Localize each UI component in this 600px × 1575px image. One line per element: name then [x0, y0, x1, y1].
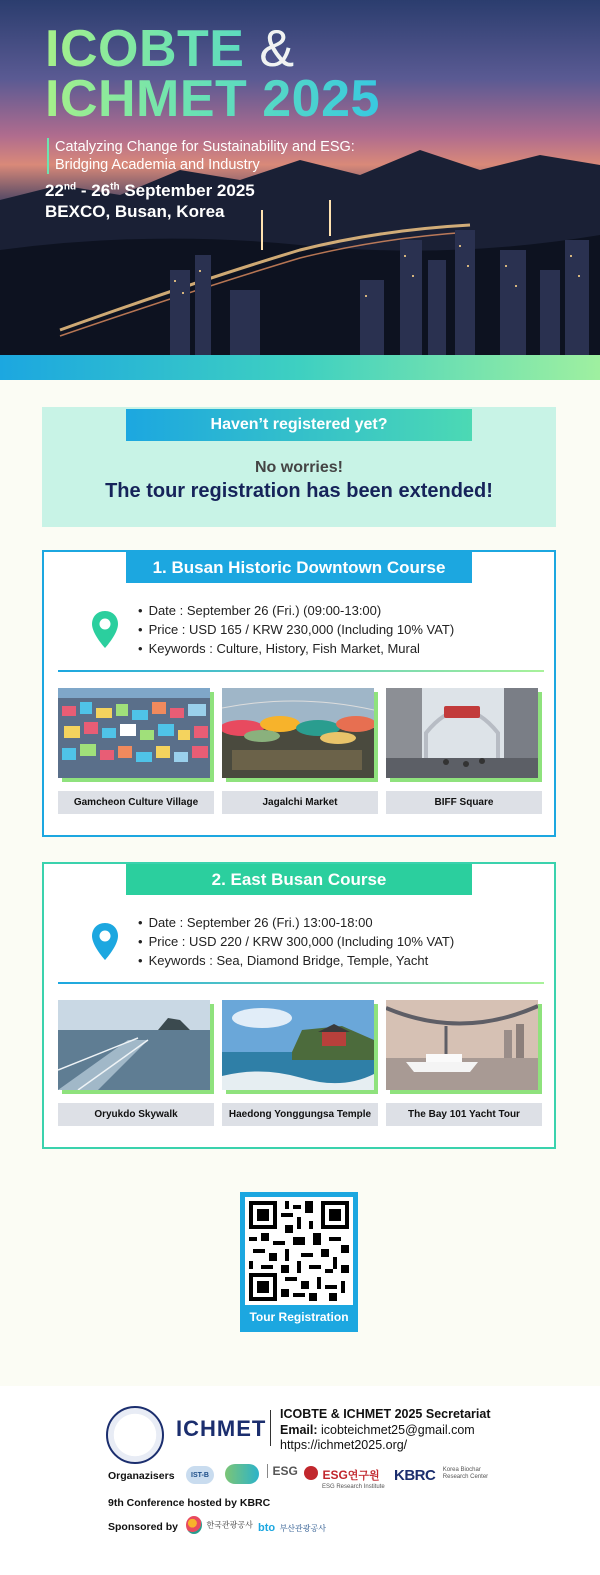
secretariat-title: ICOBTE & ICHMET 2025 Secretariat — [280, 1407, 491, 1421]
gradient-divider — [0, 355, 600, 380]
tour-registration-qr[interactable] — [240, 1192, 358, 1332]
conference-venue: BEXCO, Busan, Korea — [45, 202, 225, 221]
esg-association-logo: ESG — [225, 1464, 298, 1489]
course-details: • Date : September 26 (Fri.) 13:00-18:00 • Price : USD 220 / KRW 300,000 (Including 10% VAT) • Keywords : Sea, Diamond Bridge, Temple, Yacht — [138, 913, 454, 970]
notice-headline: The tour registration has been extended! — [105, 480, 493, 502]
hosted-by-text: 9th Conference hosted by KBRC — [108, 1497, 271, 1509]
course-details: • Date : September 26 (Fri.) (09:00-13:00) • Price : USD 165 / KRW 230,000 (Including 10% VAT) • Keywords : Culture, History, Fish Market, Mural — [138, 601, 454, 658]
map-pin-icon — [90, 922, 120, 962]
esg-research-institute-logo: ESG연구원 ESG Research Institute — [304, 1466, 385, 1490]
ichmet-logo: ICHMET — [176, 1416, 267, 1441]
conference-seal-logo — [106, 1406, 164, 1464]
hero-banner — [0, 0, 600, 358]
qr-code-icon — [245, 1197, 353, 1305]
caption-jagalchi: Jagalchi Market — [222, 791, 378, 814]
caption-biff: BIFF Square — [386, 791, 542, 814]
course-title: 2. East Busan Course — [126, 864, 472, 895]
photo-yacht — [386, 1000, 538, 1090]
notice-subtext: No worries! — [254, 459, 343, 476]
caption-oryukdo: Oryukdo Skywalk — [58, 1103, 214, 1126]
qr-label: Tour Registration — [249, 1310, 349, 1324]
photo-oryukdo — [58, 1000, 210, 1090]
bto-logo: bto 부산관광공사 — [258, 1522, 326, 1534]
caption-yonggungsa: Haedong Yonggungsa Temple — [222, 1103, 378, 1126]
sponsored-label: Sponsored by — [108, 1521, 179, 1533]
conference-tagline: Catalyzing Change for Sustainability and ESG: Bridging Academia and Industry — [47, 138, 355, 174]
organizers-label: Organazisers — [108, 1470, 175, 1482]
caption-gamcheon: Gamcheon Culture Village — [58, 791, 214, 814]
notice-pill: Haven’t registered yet? — [126, 409, 472, 441]
secretariat-email[interactable]: Email: icobteichmet25@gmail.com — [280, 1423, 475, 1437]
conference-dates: 22nd - 26th September 2025 BEXCO, Busan, Korea — [45, 181, 255, 221]
conference-website-link[interactable]: https://ichmet2025.org/ — [280, 1438, 408, 1452]
map-pin-icon — [90, 610, 120, 650]
photo-yonggungsa — [222, 1000, 374, 1090]
kbrc-logo: KBRC Korea Biochar Research Center — [394, 1467, 489, 1484]
course-divider — [58, 982, 544, 984]
registration-notice — [42, 407, 556, 527]
course-card-historic — [42, 550, 556, 837]
photo-biff — [386, 688, 538, 778]
ist-b-logo: IST-B — [186, 1466, 214, 1484]
kto-logo: 한국관광공사 — [186, 1516, 253, 1534]
caption-yacht: The Bay 101 Yacht Tour — [386, 1103, 542, 1126]
conference-title: ICOBTE & ICHMET 2025 — [45, 20, 380, 128]
course-card-east — [42, 862, 556, 1149]
photo-gamcheon — [58, 688, 210, 778]
course-divider — [58, 670, 544, 672]
footer-separator — [270, 1410, 271, 1446]
photo-jagalchi — [222, 688, 374, 778]
course-title: 1. Busan Historic Downtown Course — [126, 552, 472, 583]
footer — [0, 1386, 600, 1575]
qr-code[interactable] — [245, 1197, 353, 1305]
